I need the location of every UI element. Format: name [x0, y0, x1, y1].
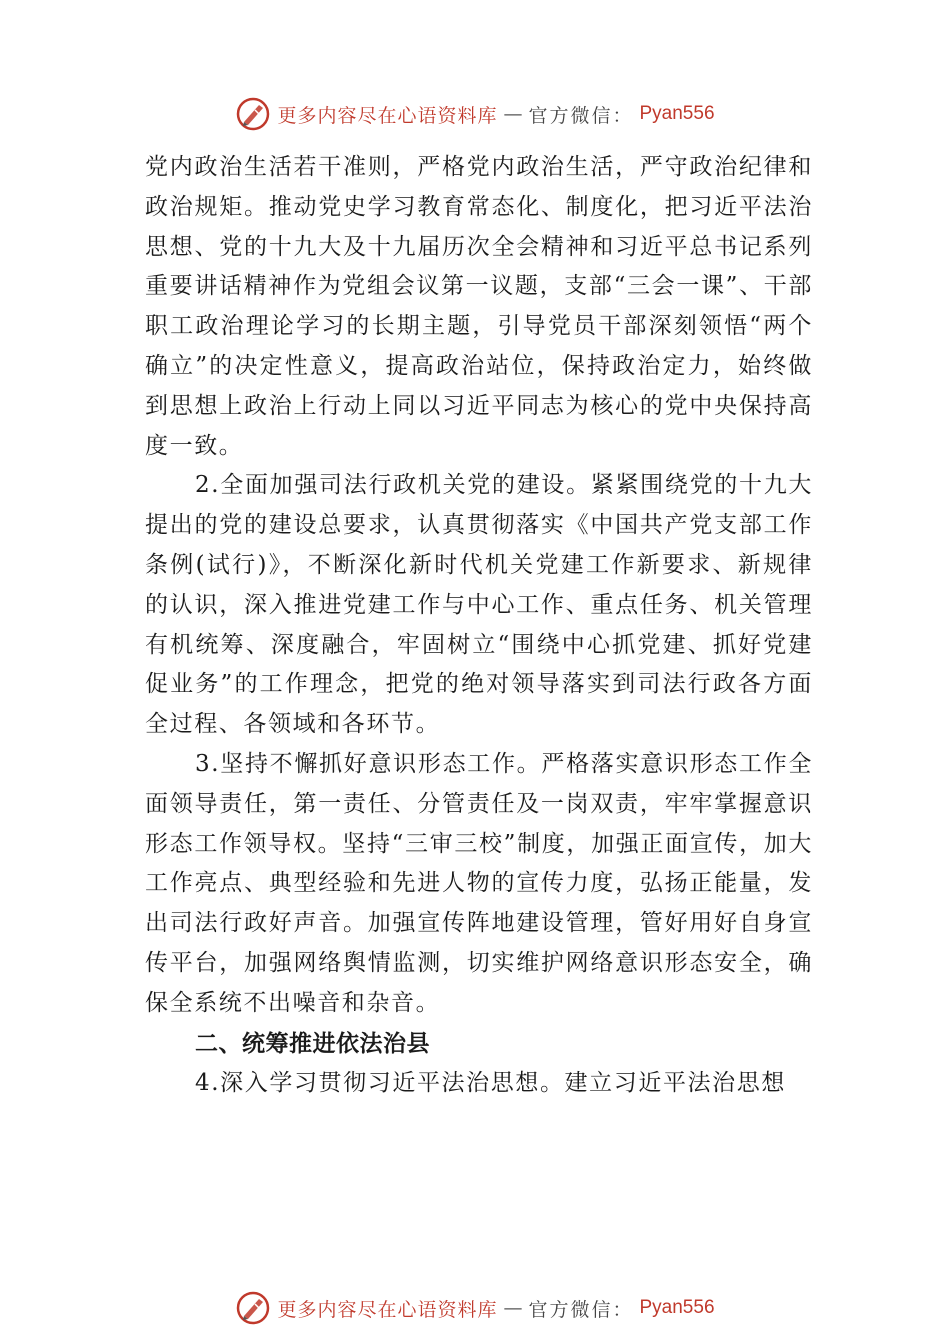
banner-separator: — [503, 103, 523, 125]
footer-wechat-id: Pyan556 [639, 1297, 715, 1318]
footer-banner-inner [235, 1290, 714, 1326]
document-body [145, 148, 813, 1103]
pen-circle-logo-icon [235, 1290, 271, 1326]
footer-banner [0, 1288, 950, 1328]
header-banner [0, 94, 950, 134]
paragraph-2: 2.全面加强司法行政机关党的建设。紧紧围绕党的十九大提出的党的建设总要求，认真贯彻落实《中国共产党支部工作条例(试行)》，不断深化新时代机关党建工作新要求、新规律的认识，深入推进党建工作与中心工作、重点任务、机关管理有机统筹、深度融合，牢固树立“围绕中心抓党建、抓好党建促业务”的工作理念，把党的绝对领导落实到司法行政各方面全过程、各领域和各环节。 [145, 472, 813, 738]
paragraph-3: 3.坚持不懈抓好意识形态工作。严格落实意识形态工作全面领导责任，第一责任、分管责任及一岗双责，牢牢掌握意识形态工作领导权。坚持“三审三校”制度，加强正面宣传，加大工作亮点、典型经验和先进人物的宣传力度，弘扬正能量，发出司法行政好声音。加强宣传阵地建设管理，管好用好自身宣传平台，加强网络舆情监测，切实维护网络意识形态安全，确保全系统不出噪音和杂音。 [145, 750, 813, 1016]
pen-circle-logo-icon [235, 96, 271, 132]
footer-brand-text: 更多内容尽在心语资料库 [277, 1298, 498, 1321]
paragraph-1: 党内政治生活若干准则，严格党内政治生活，严守政治纪律和政治规矩。推动党史学习教育常态化、制度化，把习近平法治思想、党的十九大及十九届历次全会精神和习近平总书记系列重要讲话精神作为党组会议第一议题，支部“三会一课”、干部职工政治理论学习的长期主题，引导党员干部深刻领悟“两个确立”的决定性意义，提高政治站位，保持政治定力，始终做到思想上政治上行动上同以习近平同志为核心的党中央保持高度一致。 [145, 154, 813, 459]
header-banner-inner [235, 96, 714, 132]
footer-separator: — [503, 1297, 523, 1319]
paragraph-4: 4.深入学习贯彻习近平法治思想。建立习近平法治思想 [195, 1069, 786, 1096]
banner-brand-text: 更多内容尽在心语资料库 [277, 104, 498, 127]
banner-wechat-id: Pyan556 [639, 103, 715, 124]
banner-wechat-label: 官方微信： [528, 104, 634, 127]
section-heading: 二、统筹推进依法治县 [195, 1030, 430, 1057]
footer-wechat-label: 官方微信： [528, 1298, 634, 1321]
